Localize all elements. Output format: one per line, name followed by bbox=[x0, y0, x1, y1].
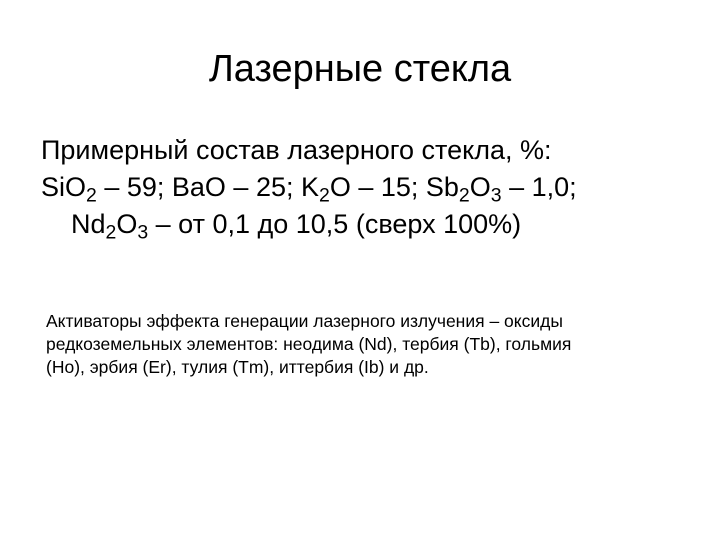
slide-title: Лазерные стекла bbox=[208, 48, 512, 90]
note-line: редкоземельных элементов: неодима (Nd), тербия (Tb), гольмия bbox=[46, 334, 572, 354]
formula-sb2o3: $Sb_2O_3 - 1,0$; bbox=[425, 172, 577, 207]
formula-k2o: $K_2O - 15$; bbox=[300, 172, 426, 207]
composition-intro: Примерный состав лазерного стекла, %: bbox=[41, 135, 552, 165]
formula-sio2: SiO$_2$ – 59; bbox=[41, 172, 172, 207]
composition-block bbox=[41, 132, 701, 243]
formula-bao: BaO – 25; bbox=[171, 172, 301, 202]
activators-note bbox=[46, 310, 686, 379]
dopant-line bbox=[41, 206, 701, 243]
composition-formula-line bbox=[41, 169, 701, 206]
formula-nd2o3: $Nd_2O_3$ – от 0,1 до 10,5 (сверх 100%) bbox=[71, 209, 522, 244]
note-line: Активаторы эффекта генерации лазерного излучения – оксиды bbox=[46, 311, 563, 331]
note-line: (Ho), эрбия (Er), тулия (Tm), иттербия (Ib) и др. bbox=[46, 357, 429, 377]
